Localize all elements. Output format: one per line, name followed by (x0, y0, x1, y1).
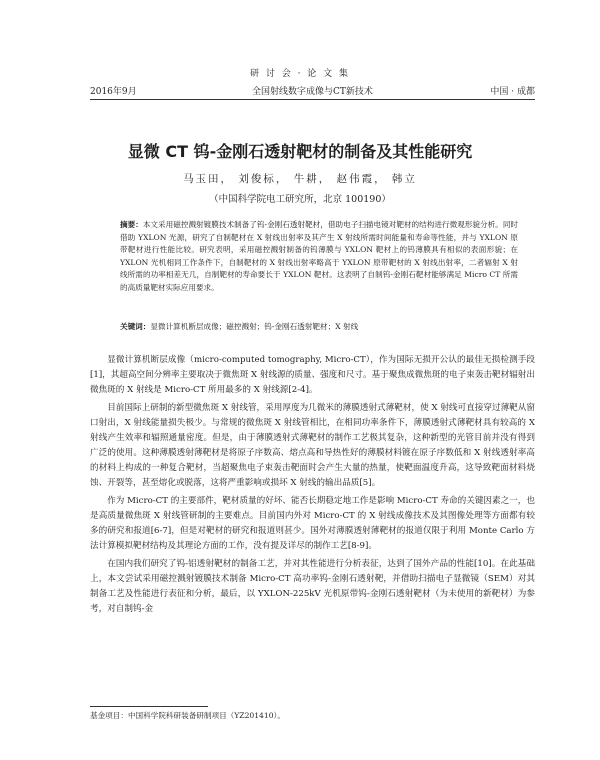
footnote-rule (90, 706, 208, 707)
header-location: 中国 · 成都 (490, 87, 535, 97)
body-paragraph: 目前国际上研制的新型微焦斑 X 射线管，采用厚度为几微米的薄膜透射式薄靶材，使 X 射线可直接穿过薄靶从窗口射出，X 射线能量损失极少。与常规的微焦斑 X 射线管相比，在相同功率条件下，薄膜透射式薄靶材具有较高的 X 射线产生效率和辐照通量密度。但是，由于薄膜透射式薄靶材的制作工艺极其复杂，这种新型的光管目前并没有得到广泛的使用。这种薄膜透射薄靶材是将原子序数高、熔点高和导热性好的薄膜材料镀在原子序数低和 X 射线透射率高的材料上构成的一种复合靶材，当超聚焦电子束轰击靶面时会产生大量的热量，使靶面温度升高，这导致靶面材料烧蚀、开裂等，甚至熔化或脱落，这将严重影响或损坏 X 射线的输出品质[5]。 (90, 403, 535, 488)
running-header (90, 84, 535, 98)
abstract-label: 摘要： (120, 220, 143, 229)
body-paragraph: 作为 Micro-CT 的主要部件，靶材质量的好坏、能否长期稳定地工作是影响 Micro-CT 寿命的关键因素之一，也是高质量微焦斑 X 射线管研制的主要难点。目前国内外对 Micro-CT 的 X 射线成像技术及其图像处理等方面都有较多的研究和报道[6-7]，但是对靶材的研究和报道则甚少。国外对薄膜透射薄靶材的报道仅限于利用 Monte Carlo 方法计算模拟靶材结构及其理论方面的工作，没有提及详尽的制作工艺[8-9]。 (90, 496, 535, 551)
keywords (120, 321, 518, 333)
body-paragraph: 显微计算机断层成像（micro-computed tomography, Micro-CT），作为国际无损开公认的最佳无损检测手段[1]，其超高空间分辨率主要取决于微焦斑 X 射线源的质量、强度和尺寸。基于聚焦成微焦斑的电子束轰击靶材辐射出微焦斑的 X 射线是 Micro-CT 所用最多的 X 射线源[2-4]。 (90, 355, 535, 395)
abstract-text: 本文采用磁控溅射镀膜技术制备了钨-金刚石透射靶材，借助电子扫描电镜对靶材的结构进行微观形貌分析。同时借助 YXLON 光源，研究了自制靶材在 X 射线出射率及其产生 X 射线所需时间能量和寿命等性能，并与 YXLON 原带靶材进行性能比较。研究表明，采用磁控溅射制备的钨薄膜与 YXLON 靶材上的钨薄膜具有相似的表面形貌；在 YXLON 光机相同工作条件下，自制靶材的 X 射线出射率略高于 YXLON 原带靶材的 X 射线出射率，二者辐射 X 射线所需的功率相差无几，自制靶材的寿命要长于 YXLON 靶材。这表明了自制钨-金刚石靶材能够满足 Micro CT 所需的高质量靶材实际应用要求。 (120, 220, 519, 292)
proceedings-section-label: 研 讨 会 · 论 文 集 (249, 69, 351, 79)
funding-footnote: 基金项目：中国科学院科研装备研制项目（YZ201410）。 (90, 711, 285, 720)
paper-title: 显微 CT 钨-金刚石透射靶材的制备及其性能研究 (127, 142, 473, 161)
author-list: 马玉田， 刘俊标， 牛耕， 赵伟霞， 韩立 (183, 173, 417, 185)
keywords-text: 显微计算机断层成像；磁控溅射；钨-金刚石透射靶材；X 射线 (150, 322, 359, 331)
header-conference: 全国射线数字成像与CT新技术 (252, 87, 373, 97)
main-body (90, 353, 535, 620)
keywords-label: 关键词： (120, 322, 151, 331)
header-date: 2016年9月 (90, 87, 137, 97)
header-rule (90, 99, 535, 100)
body-paragraph: 在国内我们研究了钨-铝透射靶材的制备工艺，并对其性能进行分析表征，达到了国外产品的性能[10]。在此基础上，本文尝试采用磁控溅射镀膜技术制备 Micro-CT 高功率钨-金刚石透射靶，并借助扫描电子显微镜（SEM）对其制备工艺及性能进行表征和分析，最后，以 YXLON-225kV 光机原带钨-金刚石透射靶材（为未使用的新靶材）为参考，对自制钨-金 (90, 559, 535, 614)
author-affiliation: （中国科学院电工研究所，北京 100190） (209, 194, 391, 205)
abstract (120, 219, 518, 295)
